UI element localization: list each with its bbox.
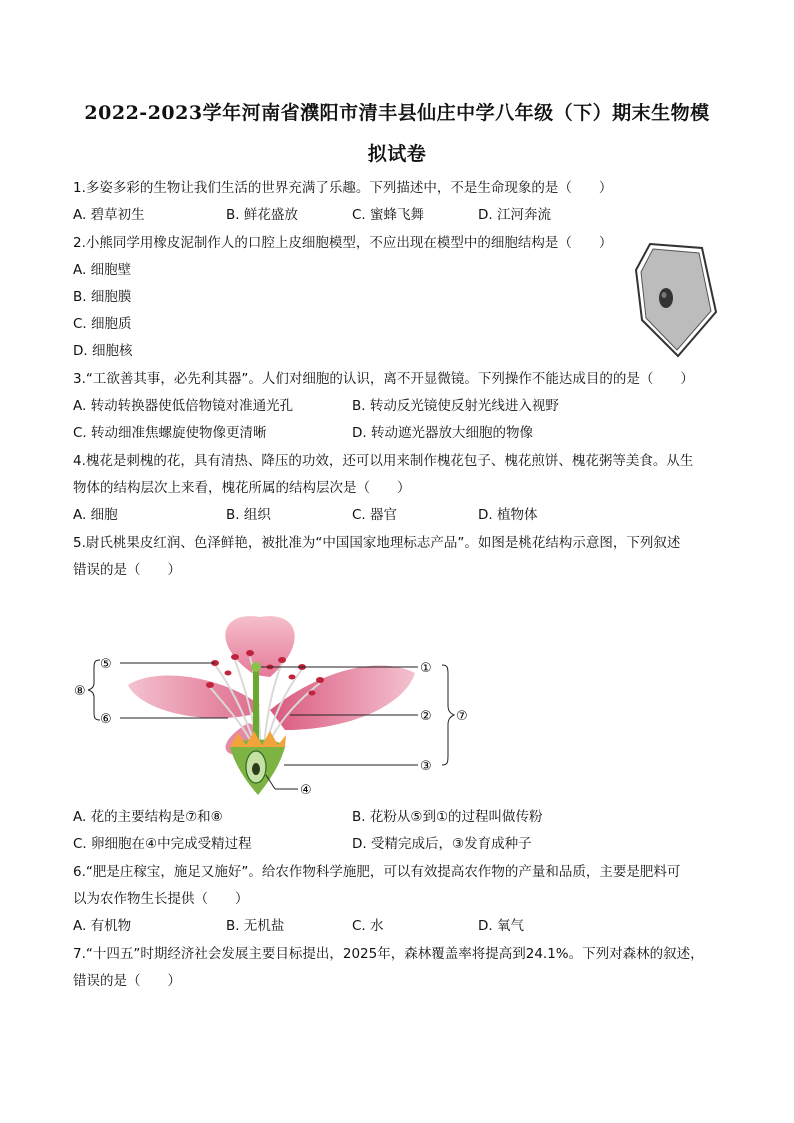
ovule	[252, 763, 260, 775]
label-7: ⑦	[456, 709, 468, 724]
q3-option-b[interactable]: B. 转动反光镜使反射光线进入视野	[352, 398, 559, 414]
q1-option-b[interactable]: B. 鲜花盛放	[226, 207, 298, 223]
q4-stem-line1: 4.槐花是刺槐的花，具有清热、降压的功效，还可以用来制作槐花包子、槐花煎饼、槐花粥等美食。从生	[73, 453, 694, 469]
q2-stem: 2.小熊同学用橡皮泥制作人的口腔上皮细胞模型，不应出现在模型中的细胞结构是（ ）	[73, 235, 613, 251]
q3-stem: 3.“工欲善其事，必先利其器”。人们对细胞的认识，离不开显微镜。下列操作不能达成目的的是（ ）	[73, 371, 694, 387]
peach-flower-diagram	[70, 605, 480, 805]
page-title-line1: 2022-2023学年河南省濮阳市清丰县仙庄中学八年级（下）期末生物模	[84, 102, 710, 124]
q4-option-b[interactable]: B. 组织	[226, 507, 271, 523]
q6-stem-line2: 以为农作物生长提供（ ）	[73, 891, 249, 907]
q5-option-c[interactable]: C. 卵细胞在④中完成受精过程	[73, 836, 252, 852]
q1-option-d[interactable]: D. 江河奔流	[478, 207, 551, 223]
page-title-line2: 拟试卷	[367, 143, 427, 165]
q7-stem-line1: 7.“十四五”时期经济社会发展主要目标提出，2025年，森林覆盖率将提高到24.1%。下列对森林的叙述，	[73, 946, 704, 962]
q2-option-d[interactable]: D. 细胞核	[73, 343, 133, 359]
label-6: ⑥	[100, 712, 112, 727]
label-3: ③	[420, 759, 432, 774]
cell-nucleus	[659, 288, 673, 308]
q2-option-b[interactable]: B. 细胞膜	[73, 289, 132, 305]
q6-option-d[interactable]: D. 氧气	[478, 918, 524, 934]
q6-option-c[interactable]: C. 水	[352, 918, 384, 934]
q3-option-d[interactable]: D. 转动遮光器放大细胞的物像	[352, 425, 533, 441]
label-5: ⑤	[100, 657, 112, 672]
q4-stem-line2: 物体的结构层次上来看，槐花所属的结构层次是（ ）	[73, 480, 411, 496]
pistil-stigma	[251, 662, 261, 672]
q2-option-a[interactable]: A. 细胞壁	[73, 262, 132, 278]
q5-option-b[interactable]: B. 花粉从⑤到①的过程叫做传粉	[352, 809, 543, 825]
q6-stem-line1: 6.“肥是庄稼宝，施足又施好”。给农作物科学施肥，可以有效提高农作物的产量和品质，主要是肥料可	[73, 864, 681, 880]
label-2: ②	[420, 709, 432, 724]
plant-cell-figure	[632, 240, 722, 360]
q1-option-a[interactable]: A. 碧草初生	[73, 207, 145, 223]
q3-option-c[interactable]: C. 转动细准焦螺旋使物像更清晰	[73, 425, 267, 441]
brace-right	[442, 665, 454, 765]
label-1: ①	[420, 661, 432, 676]
q1-option-c[interactable]: C. 蜜蜂飞舞	[352, 207, 425, 223]
cell-membrane	[641, 249, 711, 350]
q5-stem-line2: 错误的是（ ）	[73, 562, 181, 578]
q5-stem-line1: 5.尉氏桃果皮红润、色泽鲜艳，被批准为“中国国家地理标志产品”。如图是桃花结构示意图，下列叙述	[73, 535, 681, 551]
q1-stem: 1.多姿多彩的生物让我们生活的世界充满了乐趣。下列描述中，不是生命现象的是（ ）	[73, 180, 613, 196]
q6-option-a[interactable]: A. 有机物	[73, 918, 132, 934]
q3-option-a[interactable]: A. 转动转换器使低倍物镜对准通光孔	[73, 398, 294, 414]
brace-left	[88, 660, 100, 720]
q4-option-d[interactable]: D. 植物体	[478, 507, 538, 523]
q5-option-d[interactable]: D. 受精完成后，③发育成种子	[352, 836, 532, 852]
q4-option-a[interactable]: A. 细胞	[73, 507, 118, 523]
label-4: ④	[300, 783, 312, 798]
label-8: ⑧	[74, 684, 86, 699]
q6-option-b[interactable]: B. 无机盐	[226, 918, 285, 934]
q7-stem-line2: 错误的是（ ）	[73, 973, 181, 989]
q2-option-c[interactable]: C. 细胞质	[73, 316, 132, 332]
q4-option-c[interactable]: C. 器官	[352, 507, 398, 523]
nucleus-highlight	[662, 292, 667, 298]
q5-option-a[interactable]: A. 花的主要结构是⑦和⑧	[73, 809, 223, 825]
petal-left	[128, 675, 260, 718]
